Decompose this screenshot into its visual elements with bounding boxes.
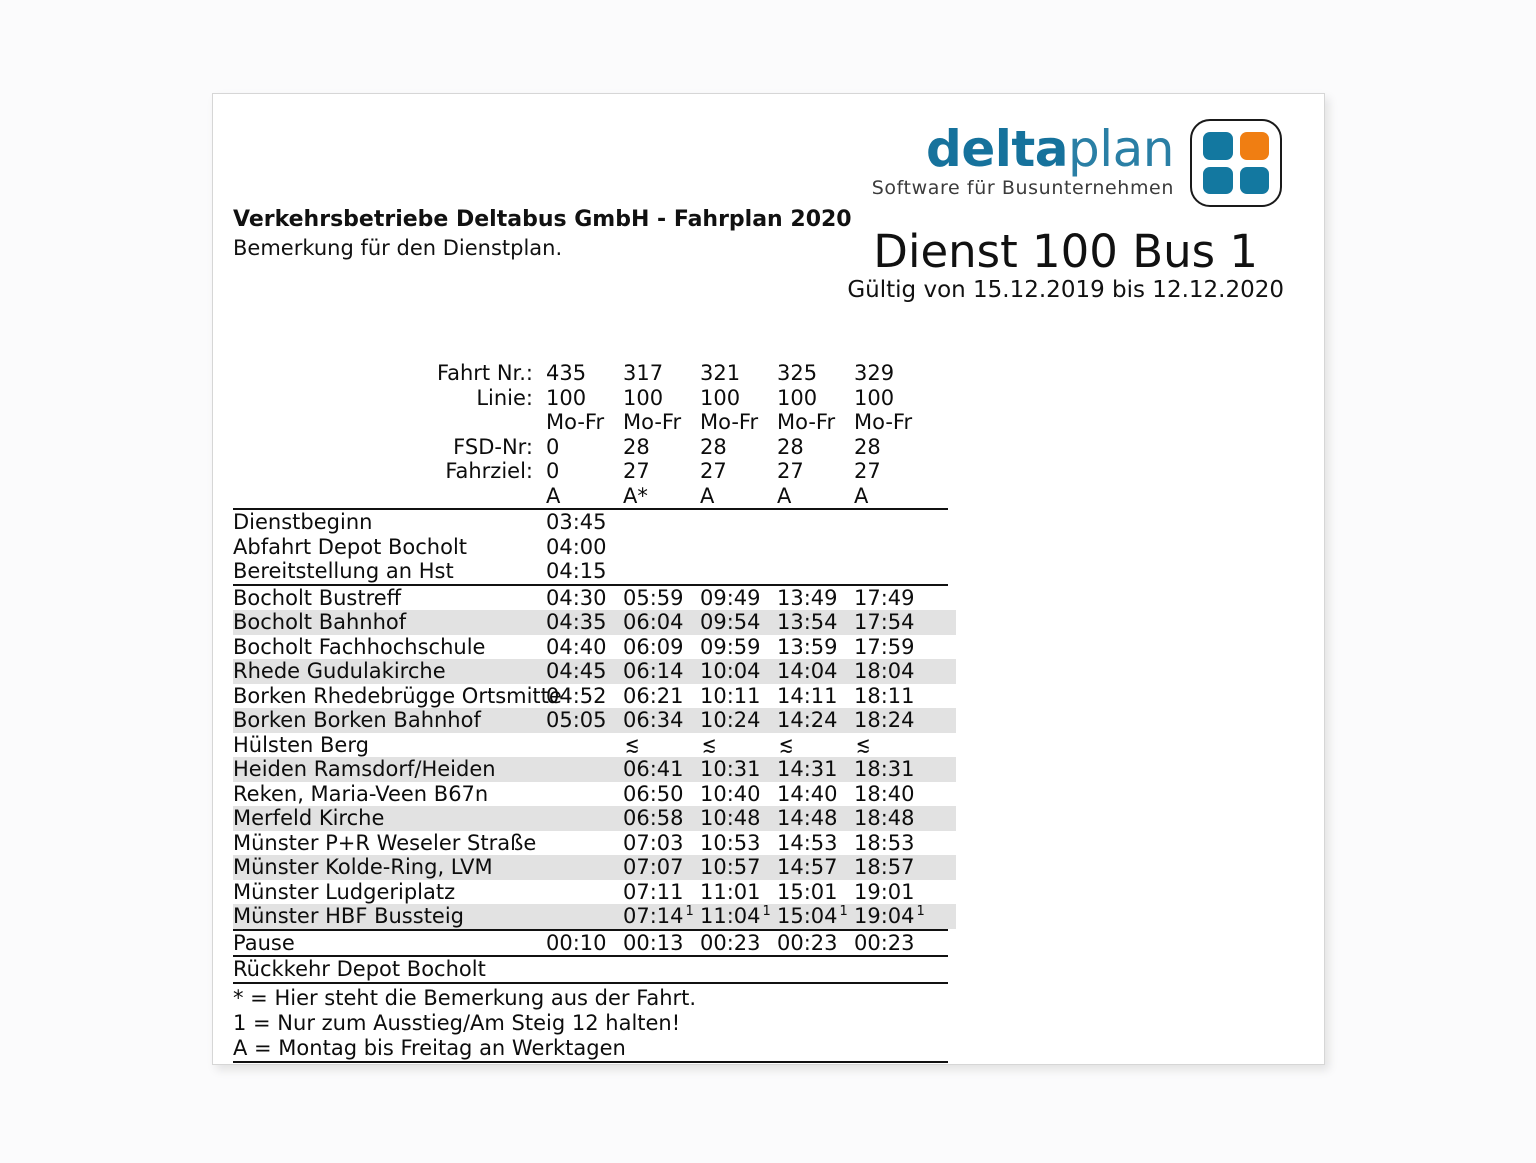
row-label: Heiden Ramsdorf/Heiden	[233, 757, 496, 781]
cell-footnote-marker: 1	[916, 904, 925, 919]
timetable-footnotes	[233, 986, 956, 1061]
logo-tagline: Software für Busunternehmen	[871, 177, 1174, 199]
stop-row	[233, 684, 956, 709]
stop-row	[233, 757, 956, 782]
table-cell: 14:48	[777, 806, 838, 830]
table-cell: 06:14	[623, 659, 684, 683]
table-cell: 04:00	[546, 534, 607, 559]
duty-title: Dienst 100 Bus 1	[873, 225, 1259, 278]
table-cell: 17:54	[854, 610, 915, 634]
table-cell: 00:23	[854, 930, 915, 955]
stop-row	[233, 782, 956, 807]
table-cell: 100	[700, 385, 741, 410]
table-cell: 10:24	[700, 708, 761, 732]
cell-footnote-marker: 1	[839, 904, 848, 919]
table-cell: 14:57	[777, 855, 838, 879]
stop-row	[233, 904, 956, 929]
table-cell: 18:53	[854, 830, 915, 855]
table-cell: 15:04 $^1$	[777, 904, 848, 928]
table-cell: 17:49	[854, 585, 915, 610]
table-cell: Mo-Fr	[700, 410, 759, 434]
table-cell: Mo-Fr	[854, 410, 913, 434]
row-label: Bocholt Bahnhof	[233, 610, 407, 634]
table-cell: 04:35	[546, 610, 607, 634]
footnote: * = Hier steht die Bemerkung aus der Fahrt.	[233, 985, 697, 1010]
cell-footnote-marker: 1	[762, 904, 771, 919]
table-cell: 06:34	[623, 708, 684, 732]
table-cell: 100	[854, 385, 895, 410]
table-cell: Mo-Fr	[546, 410, 605, 434]
timetable-return-block	[233, 957, 956, 982]
table-cell: 28	[700, 434, 727, 459]
timetable-duty-start-block	[233, 510, 956, 584]
table-cell: 06:41	[623, 757, 684, 781]
duty-start-row	[233, 510, 956, 535]
table-cell	[700, 733, 777, 757]
table-cell: 317	[623, 361, 664, 385]
table-cell: 0	[546, 459, 560, 483]
row-label: Münster Ludgeriplatz	[233, 879, 456, 904]
row-label: Fahrziel:	[445, 459, 533, 483]
table-cell: 11:04 $^1$	[700, 904, 771, 928]
table-cell: 10:40	[700, 781, 761, 806]
table-cell: 09:59	[700, 634, 761, 659]
table-cell: Mo-Fr	[777, 410, 836, 434]
row-label: Reken, Maria-Veen B67n	[233, 781, 489, 806]
duty-validity: Gültig von 15.12.2019 bis 12.12.2020	[847, 277, 1284, 304]
row-label: Bocholt Bustreff	[233, 585, 402, 610]
table-cell: 05:05	[546, 708, 607, 732]
logo-plan-text: plan	[1068, 120, 1174, 178]
row-label: Hülsten Berg	[233, 732, 369, 757]
table-cell: 03:45	[546, 510, 607, 534]
table-cell: 19:04 $^1$	[854, 904, 925, 928]
table-cell: 04:45	[546, 659, 607, 683]
row-label: Münster Kolde-Ring, LVM	[233, 855, 493, 879]
timetable	[233, 361, 956, 1063]
table-cell: 28	[854, 434, 881, 459]
row-label: FSD-Nr:	[453, 434, 533, 459]
table-cell: 27	[700, 459, 727, 483]
pass-through-icon: ≲	[701, 732, 717, 758]
timetable-stops-block	[233, 586, 956, 929]
stop-row	[233, 880, 956, 905]
table-cell: 07:07	[623, 855, 684, 879]
row-label: Abfahrt Depot Bocholt	[233, 534, 468, 559]
table-cell: 00:23	[777, 930, 838, 955]
row-label: Rhede Gudulakirche	[233, 659, 446, 683]
table-cell	[854, 733, 931, 757]
duty-heading	[847, 225, 1284, 304]
table-cell: 09:54	[700, 610, 761, 634]
pass-through-icon: ≲	[624, 732, 640, 758]
row-label: Rückkehr Depot Bocholt	[233, 957, 486, 981]
company-title: Verkehrsbetriebe Deltabus GmbH - Fahrplan 2020	[233, 207, 852, 232]
table-cell: 28	[623, 434, 650, 459]
table-cell: 10:57	[700, 855, 761, 879]
table-cell: Mo-Fr	[623, 410, 682, 434]
deltaplan-logo	[872, 119, 1282, 207]
logo-delta-text: delta	[926, 120, 1069, 178]
table-header-row	[233, 435, 956, 460]
table-cell: 27	[777, 459, 804, 483]
table-cell: 07:14 $^1$	[623, 904, 694, 928]
table-cell: 18:48	[854, 806, 915, 830]
duty-start-row	[233, 535, 956, 560]
row-label: Borken Rhedebrügge Ortsmitte	[233, 683, 562, 708]
table-cell: 10:48	[700, 806, 761, 830]
logo-square-bottom-right	[1240, 167, 1270, 195]
table-cell: 100	[546, 385, 587, 410]
pass-through-icon: ≲	[855, 732, 871, 758]
timetable-pause-block	[233, 931, 956, 956]
footnote: 1 = Nur zum Ausstieg/Am Steig 12 halten!	[233, 1010, 681, 1035]
table-cell: 07:03	[623, 830, 684, 855]
table-cell: 06:09	[623, 634, 684, 659]
document-page	[212, 93, 1325, 1065]
table-cell: 18:04	[854, 659, 915, 683]
table-cell: 325	[777, 361, 818, 385]
table-cell: 00:10	[546, 930, 607, 955]
row-label: Pause	[233, 930, 295, 955]
table-cell: 00:13	[623, 930, 684, 955]
table-cell: 100	[777, 385, 818, 410]
table-cell: 06:21	[623, 683, 684, 708]
table-cell: 14:04	[777, 659, 838, 683]
table-cell: 00:23	[700, 930, 761, 955]
document-heading	[233, 207, 852, 260]
table-cell: 100	[623, 385, 664, 410]
table-cell	[623, 733, 700, 757]
stop-row	[233, 806, 956, 831]
table-cell: 13:59	[777, 634, 838, 659]
table-cell: 27	[854, 459, 881, 483]
table-cell: 14:53	[777, 830, 838, 855]
table-cell: 04:52	[546, 683, 607, 708]
table-cell: 0	[546, 434, 560, 459]
logo-square-bottom-left	[1203, 167, 1233, 195]
table-cell: A	[546, 483, 561, 508]
table-header-row	[233, 410, 956, 435]
table-cell: 07:11	[623, 879, 684, 904]
table-cell: 09:49	[700, 585, 761, 610]
stop-row	[233, 855, 956, 880]
table-cell: 14:40	[777, 781, 838, 806]
row-label: Linie:	[476, 385, 533, 410]
cell-footnote-marker: 1	[685, 904, 694, 919]
table-cell: 18:24	[854, 708, 915, 732]
pass-through-icon: ≲	[778, 732, 794, 758]
row-label: Münster P+R Weseler Straße	[233, 830, 537, 855]
duty-start-row	[233, 559, 956, 584]
stop-row	[233, 635, 956, 660]
table-cell: 19:01	[854, 879, 915, 904]
table-header-row	[233, 361, 956, 386]
stop-row	[233, 659, 956, 684]
logo-mark-icon	[1190, 119, 1282, 207]
table-header-row	[233, 484, 956, 509]
table-cell: 06:58	[623, 806, 684, 830]
stop-row	[233, 733, 956, 758]
table-cell: 05:59	[623, 585, 684, 610]
table-cell: 14:31	[777, 757, 838, 781]
table-cell: 10:11	[700, 683, 761, 708]
table-cell: 04:40	[546, 634, 607, 659]
table-cell: 17:59	[854, 634, 915, 659]
table-cell: 10:53	[700, 830, 761, 855]
table-cell: A	[777, 483, 792, 508]
table-cell: 06:04	[623, 610, 684, 634]
table-cell: 27	[623, 459, 650, 483]
return-row	[233, 957, 956, 982]
footnote: A = Montag bis Freitag an Werktagen	[233, 1035, 626, 1060]
table-cell: 04:30	[546, 585, 607, 610]
table-cell: 329	[854, 361, 895, 385]
pause-row	[233, 931, 956, 956]
row-label: Dienstbeginn	[233, 510, 373, 534]
table-cell: 28	[777, 434, 804, 459]
logo-wordmark	[872, 119, 1174, 199]
rule-bottom	[233, 1061, 948, 1063]
table-cell: 10:04	[700, 659, 761, 683]
row-label: Bereitstellung an Hst	[233, 559, 454, 583]
table-cell: 13:49	[777, 585, 838, 610]
table-cell: A	[700, 483, 715, 508]
table-cell: A	[854, 483, 869, 508]
stop-row	[233, 831, 956, 856]
table-cell: A*	[623, 483, 648, 508]
table-cell: 15:01	[777, 879, 838, 904]
table-cell	[777, 733, 854, 757]
row-label: Fahrt Nr.:	[436, 361, 533, 385]
table-header-row	[233, 386, 956, 411]
row-label: Borken Borken Bahnhof	[233, 708, 481, 732]
logo-square-top-right	[1240, 132, 1270, 160]
row-label: Bocholt Fachhochschule	[233, 634, 486, 659]
table-cell: 14:11	[777, 683, 838, 708]
table-cell: 11:01	[700, 879, 761, 904]
stop-row	[233, 586, 956, 611]
table-cell: 14:24	[777, 708, 838, 732]
table-cell: 06:50	[623, 781, 684, 806]
table-header-row	[233, 459, 956, 484]
table-cell: 13:54	[777, 610, 838, 634]
stop-row	[233, 610, 956, 635]
logo-square-top-left	[1203, 132, 1233, 160]
table-cell: 18:40	[854, 781, 915, 806]
table-cell: 18:57	[854, 855, 915, 879]
table-cell: 18:11	[854, 683, 915, 708]
stop-row	[233, 708, 956, 733]
table-cell: 321	[700, 361, 741, 385]
timetable-header	[233, 361, 956, 508]
table-cell: 435	[546, 361, 587, 385]
table-cell: 04:15	[546, 559, 607, 583]
table-cell: 18:31	[854, 757, 915, 781]
duty-remark: Bemerkung für den Dienstplan.	[233, 236, 563, 260]
row-label: Merfeld Kirche	[233, 806, 385, 830]
row-label: Münster HBF Bussteig	[233, 904, 465, 928]
logo-text	[872, 120, 1174, 178]
table-cell: 10:31	[700, 757, 761, 781]
